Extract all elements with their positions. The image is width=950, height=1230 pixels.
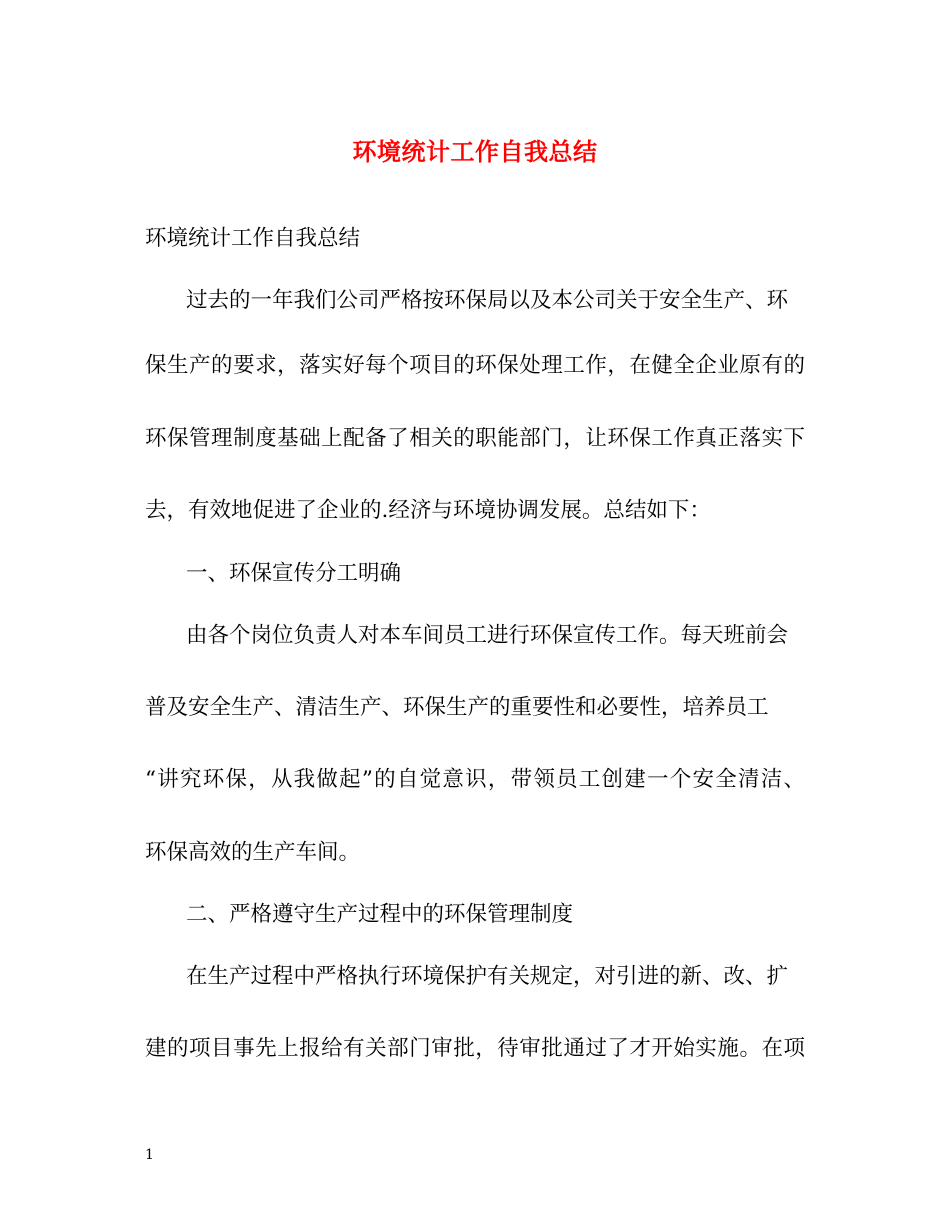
paragraph-line: 由各个岗位负责人对本车间员工进行环保宣传工作。每天班前会 xyxy=(186,623,789,648)
paragraph-line: 环保高效的生产车间。 xyxy=(145,840,361,865)
document-subtitle: 环境统计工作自我总结 xyxy=(145,226,361,251)
paragraph-line: 去，有效地促进了企业的.经济与环境协调发展。总结如下： xyxy=(145,498,711,523)
paragraph-line: 保生产的要求，落实好每个项目的环保处理工作，在健全企业原有的 xyxy=(145,353,805,378)
paragraph-line: 环保管理制度基础上配备了相关的职能部门，让环保工作真正落实下 xyxy=(145,426,805,451)
paragraph-line: 过去的一年我们公司严格按环保局以及本公司关于安全生产、环 xyxy=(186,288,789,313)
paragraph-line: 普及安全生产、清洁生产、环保生产的重要性和必要性，培养员工 xyxy=(145,695,769,720)
paragraph-line: 在生产过程中严格执行环境保护有关规定，对引进的新、改、扩 xyxy=(186,964,789,989)
paragraph-line: 建的项目事先上报给有关部门审批，待审批通过了才开始实施。在项 xyxy=(145,1036,805,1061)
document-title: 环境统计工作自我总结 xyxy=(352,137,598,166)
section-heading-2: 二、严格遵守生产过程中的环保管理制度 xyxy=(186,902,574,927)
paragraph-line: “讲究环保，从我做起”的自觉意识，带领员工创建一个安全清洁、 xyxy=(145,767,805,792)
page-number: 1 xyxy=(145,1147,154,1163)
section-heading-1: 一、环保宣传分工明确 xyxy=(186,561,402,586)
